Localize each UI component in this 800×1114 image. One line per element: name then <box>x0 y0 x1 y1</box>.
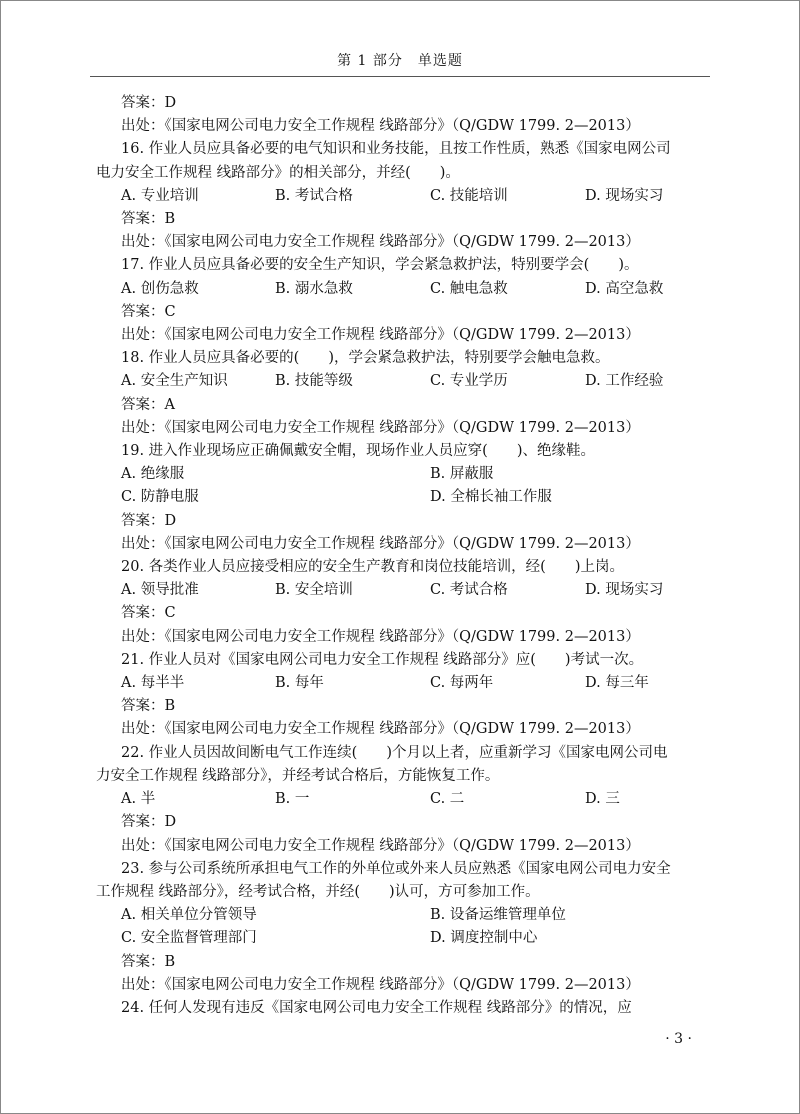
text-line: 答案：B <box>121 953 176 970</box>
option-item: A. 绝缘服 <box>121 466 185 483</box>
options-row <box>96 904 716 927</box>
text-line: 出处：《国家电网公司电力安全工作规程 线路部分》（Q/GDW 1799. 2—2013） <box>121 837 640 854</box>
option-item: A. 领导批准 <box>121 582 199 599</box>
option-item: B. 每年 <box>275 675 324 692</box>
text-line: 力安全工作规程 线路部分》，并经考试合格后，方能恢复工作。 <box>96 767 500 784</box>
option-item: B. 安全培训 <box>275 582 353 599</box>
option-item: C. 每两年 <box>430 675 494 692</box>
options-row <box>96 463 716 486</box>
text-line: 23. 参与公司系统所承担电气工作的外单位或外来人员应熟悉《国家电网公司电力安全 <box>121 860 671 877</box>
header-rule <box>90 76 710 77</box>
text-line: 答案：D <box>121 95 177 111</box>
option-item: A. 安全生产知识 <box>121 373 228 390</box>
options-row <box>96 486 716 509</box>
option-item: C. 技能培训 <box>430 187 508 204</box>
option-item: C. 二 <box>430 791 465 808</box>
option-item: D. 每三年 <box>585 675 649 692</box>
text-line: 22. 作业人员因故间断电气工作连续( )个月以上者，应重新学习《国家电网公司电 <box>121 744 668 761</box>
option-item: C. 防静电服 <box>121 489 199 506</box>
option-item: A. 创伤急救 <box>121 280 199 297</box>
document-body <box>96 92 716 1020</box>
options-row <box>96 370 716 393</box>
text-line: 答案：D <box>121 512 177 529</box>
text-line: 17. 作业人员应具备必要的安全生产知识，学会紧急救护法，特别要学会( )。 <box>121 257 639 274</box>
text-line: 20. 各类作业人员应接受相应的安全生产教育和岗位技能培训，经( )上岗。 <box>121 559 624 576</box>
options-row <box>96 788 716 811</box>
text-line: 答案：C <box>121 303 176 320</box>
text-line: 19. 进入作业现场应正确佩戴安全帽，现场作业人员应穿( )、绝缘鞋。 <box>121 443 595 460</box>
text-line: 16. 作业人员应具备必要的电气知识和业务技能，且按工作性质，熟悉《国家电网公司 <box>121 141 671 158</box>
options-row <box>96 672 716 695</box>
text-line: 出处：《国家电网公司电力安全工作规程 线路部分》（Q/GDW 1799. 2—2013） <box>121 419 640 436</box>
text-line: 答案：D <box>121 814 177 831</box>
text-line: 答案：B <box>121 698 176 715</box>
option-item: D. 现场实习 <box>585 187 664 204</box>
option-item: C. 触电急救 <box>430 280 508 297</box>
page-header: 第 1 部分 单选题 <box>337 53 463 69</box>
options-row <box>96 579 716 602</box>
text-line: 出处：《国家电网公司电力安全工作规程 线路部分》（Q/GDW 1799. 2—2013） <box>121 535 640 552</box>
option-item: D. 调度控制中心 <box>430 930 538 947</box>
option-item: B. 考试合格 <box>275 187 353 204</box>
option-item: C. 安全监督管理部门 <box>121 930 257 947</box>
text-line: 18. 作业人员应具备必要的( )，学会紧急救护法，特别要学会触电急救。 <box>121 350 610 367</box>
text-line: 答案：A <box>121 396 175 413</box>
text-line: 出处：《国家电网公司电力安全工作规程 线路部分》（Q/GDW 1799. 2—2013） <box>121 234 640 251</box>
text-line: 出处：《国家电网公司电力安全工作规程 线路部分》（Q/GDW 1799. 2—2013） <box>121 976 640 993</box>
text-line: 21. 作业人员对《国家电网公司电力安全工作规程 线路部分》应( )考试一次。 <box>121 651 644 668</box>
option-item: A. 相关单位分管领导 <box>121 907 257 924</box>
option-item: A. 专业培训 <box>121 187 199 204</box>
option-item: D. 全棉长袖工作服 <box>430 489 552 506</box>
option-item: C. 考试合格 <box>430 582 508 599</box>
option-item: A. 半 <box>121 791 156 808</box>
text-line: 电力安全工作规程 线路部分》的相关部分，并经( )。 <box>96 164 460 181</box>
text-line: 24. 任何人发现有违反《国家电网公司电力安全工作规程 线路部分》的情况，应 <box>121 999 632 1016</box>
option-item: B. 一 <box>275 791 310 808</box>
option-item: C. 专业学历 <box>430 373 508 390</box>
text-line: 出处：《国家电网公司电力安全工作规程 线路部分》（Q/GDW 1799. 2—2013） <box>121 327 640 344</box>
option-item: D. 高空急救 <box>585 280 664 297</box>
options-row <box>96 927 716 950</box>
text-line: 出处：《国家电网公司电力安全工作规程 线路部分》（Q/GDW 1799. 2—2013） <box>121 628 640 645</box>
text-line: 出处：《国家电网公司电力安全工作规程 线路部分》（Q/GDW 1799. 2—2013） <box>121 118 640 135</box>
option-item: B. 屏蔽服 <box>430 466 494 483</box>
options-row <box>96 185 716 208</box>
option-item: B. 设备运维管理单位 <box>430 907 566 924</box>
option-item: B. 技能等级 <box>275 373 353 390</box>
text-line: 工作规程 线路部分》，经考试合格，并经( )认可，方可参加工作。 <box>96 883 540 900</box>
page-number: · 3 · <box>665 1031 692 1047</box>
option-item: A. 每半半 <box>121 675 185 692</box>
options-row <box>96 278 716 301</box>
option-item: B. 溺水急救 <box>275 280 353 297</box>
option-item: D. 三 <box>585 791 620 808</box>
text-line: 答案：C <box>121 605 176 622</box>
option-item: D. 现场实习 <box>585 582 664 599</box>
text-line: 答案：B <box>121 211 176 228</box>
text-line: 出处：《国家电网公司电力安全工作规程 线路部分》（Q/GDW 1799. 2—2013） <box>121 721 640 738</box>
option-item: D. 工作经验 <box>585 373 664 390</box>
